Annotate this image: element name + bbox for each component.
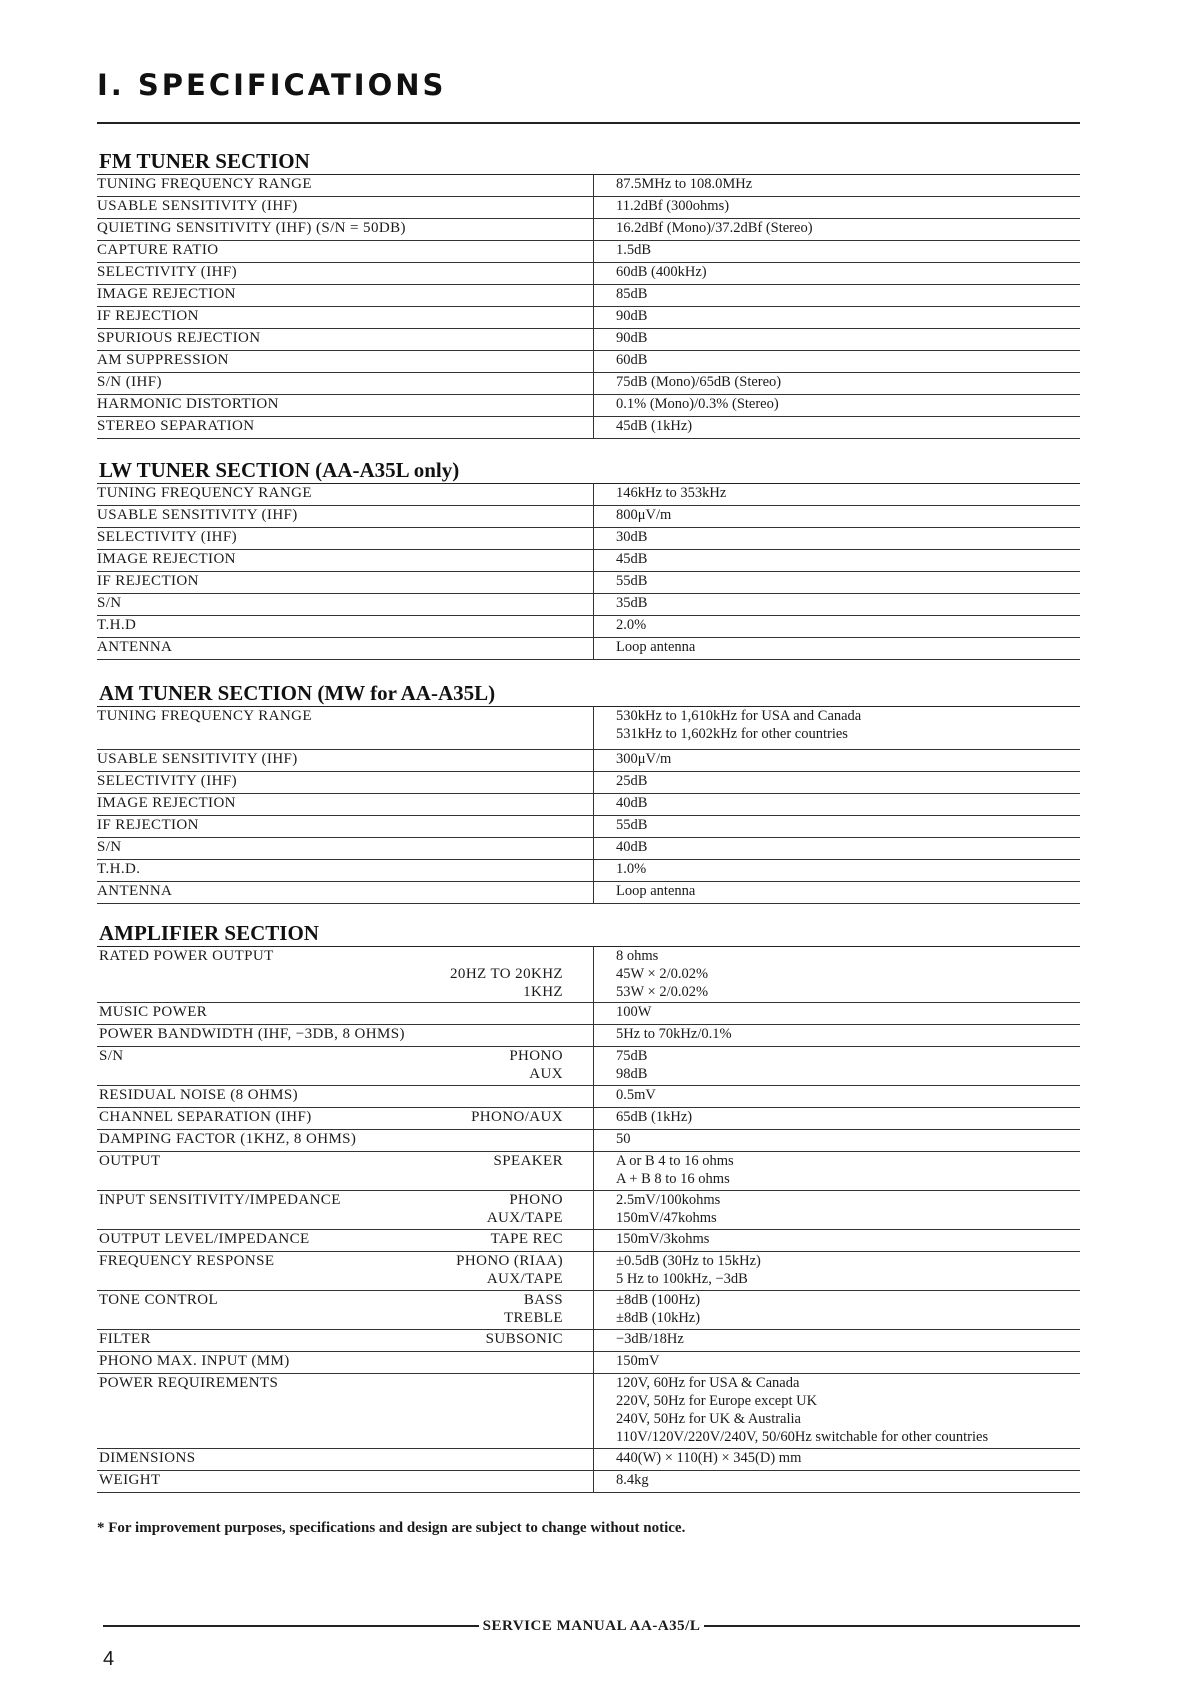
table-row	[97, 1291, 1080, 1330]
table-row	[97, 351, 1080, 373]
table-row	[97, 373, 1080, 395]
spec-value: 60dB (400kHz)	[594, 263, 1081, 285]
spec-label-main: S/N	[99, 1048, 124, 1064]
spec-label: USABLE SENSITIVITY (IHF)	[97, 750, 594, 772]
spec-label-main: DAMPING FACTOR (1KHZ, 8 OHMS)	[99, 1131, 357, 1147]
footer-rule-left	[103, 1625, 479, 1627]
spec-label	[97, 1374, 594, 1449]
spec-label-main: INPUT SENSITIVITY/IMPEDANCE	[99, 1192, 341, 1208]
spec-value: 75dB 98dB	[594, 1047, 1081, 1086]
fm-tuner-section	[97, 148, 1080, 439]
table-row	[97, 947, 1080, 1003]
table-row	[97, 395, 1080, 417]
fm-section-title: FM TUNER SECTION	[99, 149, 310, 173]
spec-label-main: PHONO MAX. INPUT (MM)	[99, 1353, 290, 1369]
spec-label-side: PHONO AUX/TAPE	[486, 1192, 563, 1226]
spec-label	[97, 1152, 594, 1191]
spec-label: S/N	[97, 594, 594, 616]
spec-label: QUIETING SENSITIVITY (IHF) (S/N = 50DB)	[97, 219, 594, 241]
lw-section-title	[97, 457, 1080, 483]
table-row	[97, 572, 1080, 594]
spec-value: ±0.5dB (30Hz to 15kHz) 5 Hz to 100kHz, −3dB	[594, 1252, 1081, 1291]
lw-title-text: LW TUNER SECTION	[99, 458, 310, 482]
spec-value: 146kHz to 353kHz	[594, 484, 1081, 506]
spec-value: 5Hz to 70kHz/0.1%	[594, 1025, 1081, 1047]
table-row	[97, 1047, 1080, 1086]
spec-value: 440(W) × 110(H) × 345(D) mm	[594, 1449, 1081, 1471]
spec-label	[97, 1130, 594, 1152]
spec-label-main: WEIGHT	[99, 1472, 161, 1488]
spec-label	[97, 1330, 594, 1352]
table-row	[97, 1130, 1080, 1152]
fm-spec-table	[97, 174, 1080, 439]
am-spec-table	[97, 706, 1080, 904]
spec-label: S/N	[97, 838, 594, 860]
spec-value: 85dB	[594, 285, 1081, 307]
spec-label: ANTENNA	[97, 638, 594, 660]
amplifier-section	[97, 920, 1080, 1493]
spec-value: 50	[594, 1130, 1081, 1152]
table-row	[97, 506, 1080, 528]
table-row	[97, 528, 1080, 550]
spec-label: SELECTIVITY (IHF)	[97, 263, 594, 285]
table-row	[97, 550, 1080, 572]
table-row	[97, 1108, 1080, 1130]
spec-label: SELECTIVITY (IHF)	[97, 772, 594, 794]
table-row	[97, 772, 1080, 794]
table-row	[97, 882, 1080, 904]
spec-label-side: SUBSONIC	[485, 1331, 563, 1347]
spec-value: 90dB	[594, 307, 1081, 329]
spec-label: IF REJECTION	[97, 572, 594, 594]
spec-label	[97, 1003, 594, 1025]
spec-value: Loop antenna	[594, 638, 1081, 660]
footer-text: SERVICE MANUAL AA-A35/L	[482, 1617, 701, 1634]
spec-label-main: POWER REQUIREMENTS	[99, 1375, 279, 1391]
table-row	[97, 285, 1080, 307]
table-row	[97, 197, 1080, 219]
spec-value: 25dB	[594, 772, 1081, 794]
spec-label: SPURIOUS REJECTION	[97, 329, 594, 351]
spec-value: 1.0%	[594, 860, 1081, 882]
spec-label	[97, 1291, 594, 1330]
table-row	[97, 175, 1080, 197]
spec-value: 0.5mV	[594, 1086, 1081, 1108]
spec-value: 11.2dBf (300ohms)	[594, 197, 1081, 219]
spec-label	[97, 1471, 594, 1493]
spec-value: 90dB	[594, 329, 1081, 351]
spec-label: TUNING FREQUENCY RANGE	[97, 175, 594, 197]
spec-label-side: TAPE REC	[490, 1231, 563, 1247]
table-row	[97, 329, 1080, 351]
table-row	[97, 1025, 1080, 1047]
table-row	[97, 1003, 1080, 1025]
table-row	[97, 1471, 1080, 1493]
table-row	[97, 307, 1080, 329]
table-row	[97, 1374, 1080, 1449]
spec-value: 150mV/3kohms	[594, 1230, 1081, 1252]
spec-value: 60dB	[594, 351, 1081, 373]
spec-label-main: OUTPUT	[99, 1153, 161, 1169]
spec-label: USABLE SENSITIVITY (IHF)	[97, 197, 594, 219]
spec-label-main: TONE CONTROL	[99, 1292, 219, 1308]
table-row	[97, 484, 1080, 506]
spec-label	[97, 1047, 594, 1086]
spec-value: Loop antenna	[594, 882, 1081, 904]
spec-value: 8 ohms 45W × 2/0.02% 53W × 2/0.02%	[594, 947, 1081, 1003]
spec-value: 75dB (Mono)/65dB (Stereo)	[594, 373, 1081, 395]
spec-label: IMAGE REJECTION	[97, 285, 594, 307]
spec-label: T.H.D.	[97, 860, 594, 882]
spec-label: IF REJECTION	[97, 307, 594, 329]
spec-value: 87.5MHz to 108.0MHz	[594, 175, 1081, 197]
table-row	[97, 794, 1080, 816]
spec-label: SELECTIVITY (IHF)	[97, 528, 594, 550]
spec-label: IMAGE REJECTION	[97, 794, 594, 816]
am-section-title	[97, 680, 1080, 706]
spec-value: 65dB (1kHz)	[594, 1108, 1081, 1130]
spec-label-side: PHONO AUX	[509, 1048, 563, 1082]
footer-rule-right	[704, 1625, 1080, 1627]
table-row	[97, 1252, 1080, 1291]
table-row	[97, 241, 1080, 263]
lw-tuner-section	[97, 457, 1080, 660]
spec-value: 530kHz to 1,610kHz for USA and Canada 531kHz to 1,602kHz for other countries	[594, 707, 1081, 750]
spec-value: 30dB	[594, 528, 1081, 550]
disclaimer-note: * For improvement purposes, specifications and design are subject to change without notice.	[97, 1520, 686, 1536]
footer	[103, 1616, 1080, 1636]
spec-value: 55dB	[594, 572, 1081, 594]
spec-label: USABLE SENSITIVITY (IHF)	[97, 506, 594, 528]
spec-label: S/N (IHF)	[97, 373, 594, 395]
table-row	[97, 616, 1080, 638]
table-row	[97, 1086, 1080, 1108]
spec-value: 2.5mV/100kohms 150mV/47kohms	[594, 1191, 1081, 1230]
amp-section-title: AMPLIFIER SECTION	[99, 921, 319, 945]
spec-label-side: SPEAKER	[493, 1153, 563, 1169]
table-row	[97, 263, 1080, 285]
spec-label-main: MUSIC POWER	[99, 1004, 208, 1020]
am-tuner-section	[97, 680, 1080, 904]
spec-label-side: BASS TREBLE	[503, 1292, 563, 1326]
spec-label-main: DIMENSIONS	[99, 1450, 196, 1466]
spec-label-side: PHONO/AUX	[471, 1109, 563, 1125]
spec-label-main: FILTER	[99, 1331, 151, 1347]
spec-label-side: 20HZ TO 20KHZ 1KHZ	[450, 966, 563, 1000]
spec-value: 40dB	[594, 838, 1081, 860]
table-row	[97, 594, 1080, 616]
spec-value: 0.1% (Mono)/0.3% (Stereo)	[594, 395, 1081, 417]
spec-value: 800μV/m	[594, 506, 1081, 528]
spec-value: 55dB	[594, 816, 1081, 838]
spec-value: 45dB	[594, 550, 1081, 572]
table-row	[97, 1230, 1080, 1252]
table-row	[97, 860, 1080, 882]
lw-subtitle: (AA-A35L only)	[315, 458, 460, 482]
page-number: 4	[103, 1648, 115, 1670]
table-row	[97, 638, 1080, 660]
spec-label: AM SUPPRESSION	[97, 351, 594, 373]
title-rule	[97, 122, 1080, 124]
spec-label: IMAGE REJECTION	[97, 550, 594, 572]
spec-label-main: RATED POWER OUTPUT	[99, 948, 274, 964]
spec-value: 300μV/m	[594, 750, 1081, 772]
spec-label: T.H.D	[97, 616, 594, 638]
table-row	[97, 417, 1080, 439]
spec-label-side: PHONO (RIAA) AUX/TAPE	[456, 1253, 563, 1287]
spec-value: A or B 4 to 16 ohms A + B 8 to 16 ohms	[594, 1152, 1081, 1191]
table-row	[97, 1352, 1080, 1374]
amp-spec-table	[97, 946, 1080, 1493]
spec-value: 8.4kg	[594, 1471, 1081, 1493]
spec-label	[97, 1191, 594, 1230]
spec-label	[97, 947, 594, 1003]
spec-label: TUNING FREQUENCY RANGE	[97, 707, 594, 750]
page-title: I. SPECIFICATIONS	[97, 68, 447, 102]
spec-label: IF REJECTION	[97, 816, 594, 838]
spec-value: 1.5dB	[594, 241, 1081, 263]
spec-value: 40dB	[594, 794, 1081, 816]
table-row	[97, 750, 1080, 772]
table-row	[97, 1191, 1080, 1230]
spec-label-main: CHANNEL SEPARATION (IHF)	[99, 1109, 312, 1125]
table-row	[97, 1449, 1080, 1471]
spec-label-main: POWER BANDWIDTH (IHF, −3DB, 8 OHMS)	[99, 1026, 405, 1042]
table-row	[97, 707, 1080, 750]
spec-label	[97, 1352, 594, 1374]
spec-value: 35dB	[594, 594, 1081, 616]
spec-label	[97, 1086, 594, 1108]
spec-label: ANTENNA	[97, 882, 594, 904]
table-row	[97, 838, 1080, 860]
table-row	[97, 219, 1080, 241]
spec-label: TUNING FREQUENCY RANGE	[97, 484, 594, 506]
spec-value: 150mV	[594, 1352, 1081, 1374]
spec-label: STEREO SEPARATION	[97, 417, 594, 439]
spec-label: HARMONIC DISTORTION	[97, 395, 594, 417]
spec-value: 100W	[594, 1003, 1081, 1025]
spec-label-main: RESIDUAL NOISE (8 OHMS)	[99, 1087, 299, 1103]
spec-label-main: FREQUENCY RESPONSE	[99, 1253, 275, 1269]
lw-spec-table	[97, 483, 1080, 660]
spec-value: ±8dB (100Hz) ±8dB (10kHz)	[594, 1291, 1081, 1330]
table-row	[97, 816, 1080, 838]
table-row	[97, 1330, 1080, 1352]
spec-value: 16.2dBf (Mono)/37.2dBf (Stereo)	[594, 219, 1081, 241]
spec-label	[97, 1025, 594, 1047]
spec-label	[97, 1449, 594, 1471]
spec-label-main: OUTPUT LEVEL/IMPEDANCE	[99, 1231, 310, 1247]
spec-value: 120V, 60Hz for USA & Canada 220V, 50Hz for Europe except UK 240V, 50Hz for UK & Australia 110V/120V/220V/240V, 50/60Hz switchable for other countries	[594, 1374, 1081, 1449]
spec-label	[97, 1108, 594, 1130]
table-row	[97, 1152, 1080, 1191]
spec-label	[97, 1252, 594, 1291]
am-title-text: AM TUNER SECTION	[99, 681, 313, 705]
am-subtitle: (MW for AA-A35L)	[317, 681, 496, 705]
spec-label: CAPTURE RATIO	[97, 241, 594, 263]
spec-value: 2.0%	[594, 616, 1081, 638]
spec-value: −3dB/18Hz	[594, 1330, 1081, 1352]
spec-label	[97, 1230, 594, 1252]
spec-value: 45dB (1kHz)	[594, 417, 1081, 439]
